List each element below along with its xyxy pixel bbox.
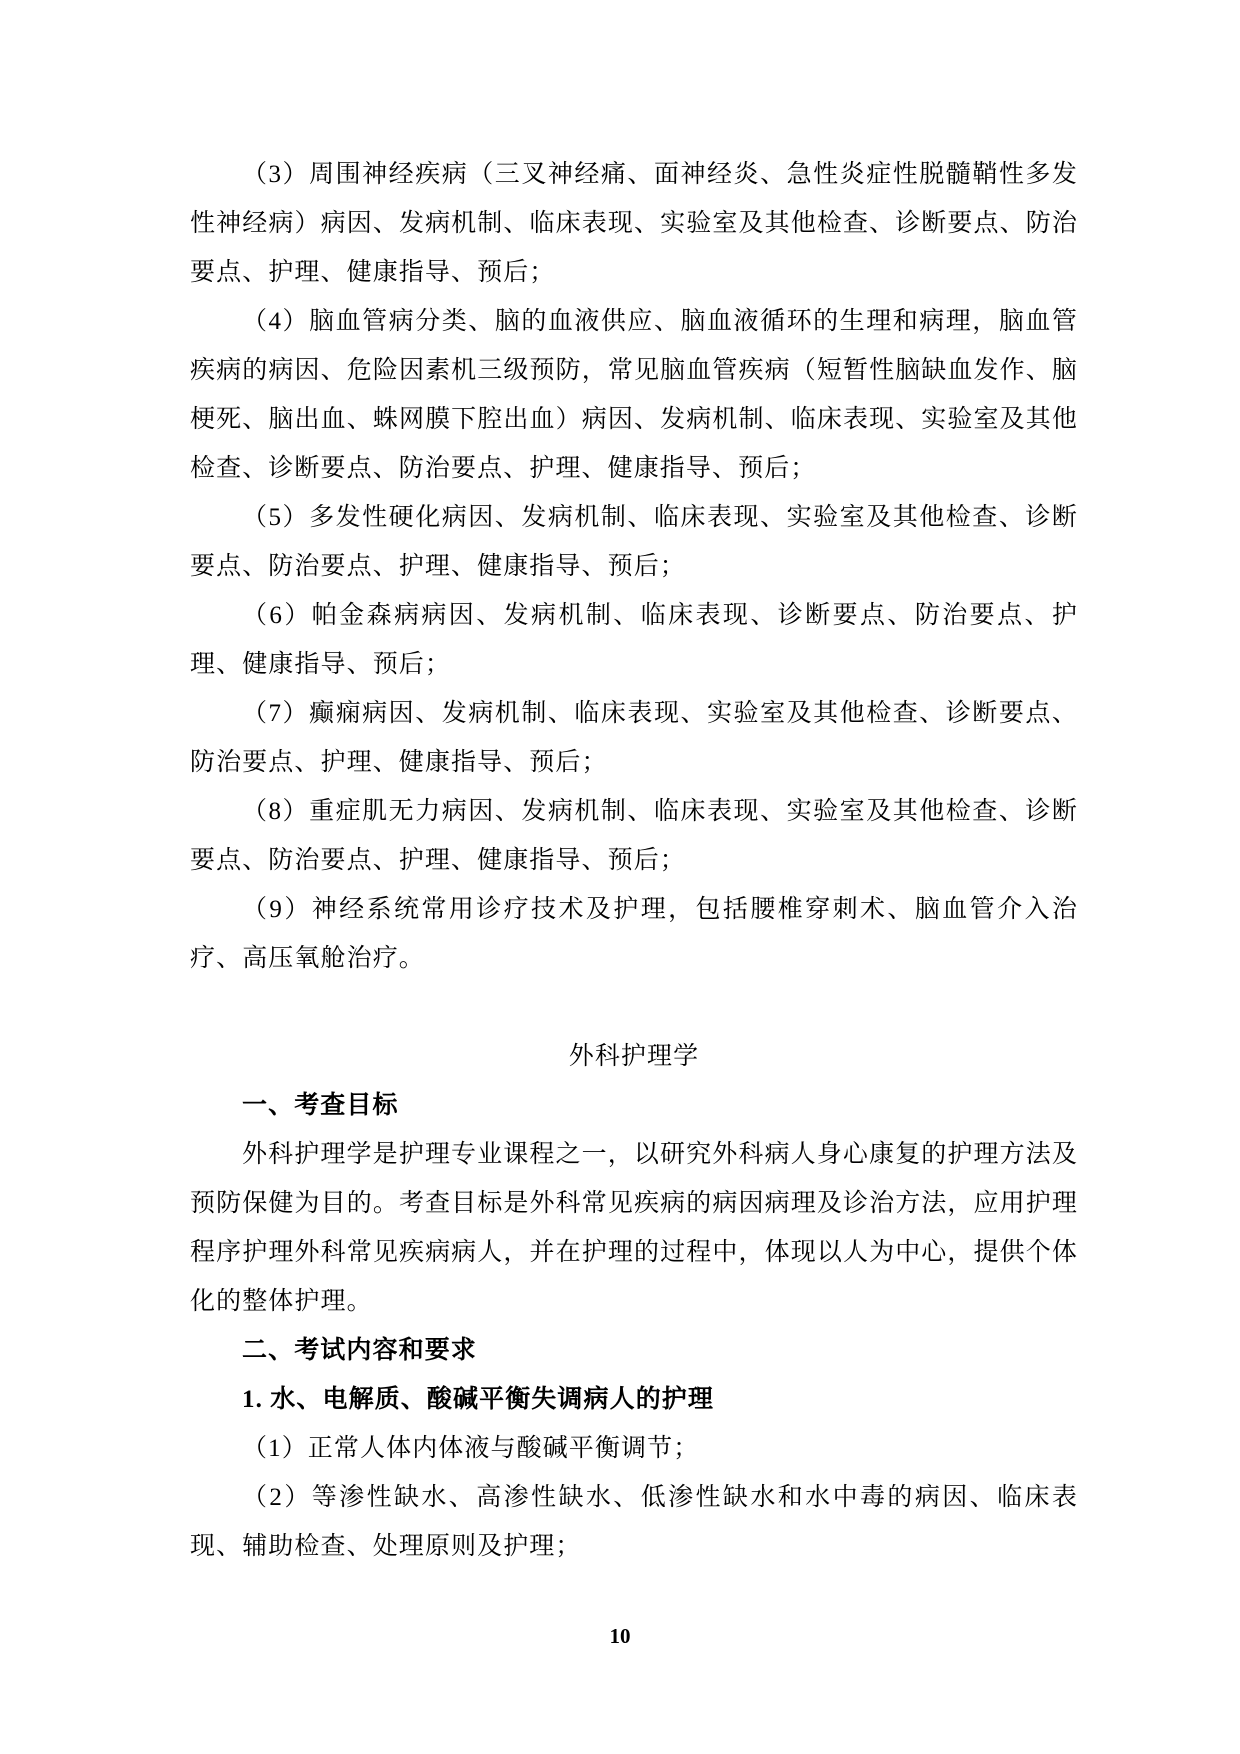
neurology-item-5: （5）多发性硬化病因、发病机制、临床表现、实验室及其他检查、诊断要点、防治要点、护理、健康指导、预后； bbox=[190, 504, 1078, 580]
topic-1-item-2: （2）等渗性缺水、高渗性缺水、低渗性缺水和水中毒的病因、临床表现、辅助检查、处理原则及护理； bbox=[190, 1484, 1078, 1560]
neurology-item-4: （4）脑血管病分类、脑的血液供应、脑血液循环的生理和病理，脑血管疾病的病因、危险因素机三级预防，常见脑血管疾病（短暂性脑缺血发作、脑梗死、脑出血、蛛网膜下腔出血）病因、发病机制、临床表现、实验室及其他检查、诊断要点、防治要点、护理、健康指导、预后； bbox=[190, 308, 1078, 482]
heading-exam-content-requirements: 二、考试内容和要求 bbox=[242, 1337, 477, 1364]
neurology-item-6: （6）帕金森病病因、发病机制、临床表现、诊断要点、防治要点、护理、健康指导、预后； bbox=[190, 602, 1078, 678]
section-title-surgical-nursing: 外科护理学 bbox=[568, 1043, 700, 1070]
exam-objectives-paragraph: 外科护理学是护理专业课程之一，以研究外科病人身心康复的护理方法及预防保健为目的。考查目标是外科常见疾病的病因病理及诊治方法，应用护理程序护理外科常见疾病病人，并在护理的过程中，体现以人为中心，提供个体化的整体护理。 bbox=[190, 1141, 1078, 1315]
page-number: 10 bbox=[609, 1624, 631, 1648]
neurology-item-7: （7）癫痫病因、发病机制、临床表现、实验室及其他检查、诊断要点、防治要点、护理、健康指导、预后； bbox=[190, 700, 1078, 776]
neurology-item-8: （8）重症肌无力病因、发病机制、临床表现、实验室及其他检查、诊断要点、防治要点、护理、健康指导、预后； bbox=[190, 798, 1078, 874]
heading-topic-1: 1. 水、电解质、酸碱平衡失调病人的护理 bbox=[242, 1386, 715, 1413]
neurology-item-9: （9）神经系统常用诊疗技术及护理，包括腰椎穿刺术、脑血管介入治疗、高压氧舱治疗。 bbox=[190, 896, 1078, 972]
heading-exam-objectives: 一、考查目标 bbox=[242, 1092, 399, 1119]
topic-1-item-1: （1）正常人体内体液与酸碱平衡调节； bbox=[242, 1435, 700, 1462]
neurology-item-3: （3）周围神经疾病（三叉神经痛、面神经炎、急性炎症性脱髓鞘性多发性神经病）病因、发病机制、临床表现、实验室及其他检查、诊断要点、防治要点、护理、健康指导、预后； bbox=[190, 161, 1078, 286]
